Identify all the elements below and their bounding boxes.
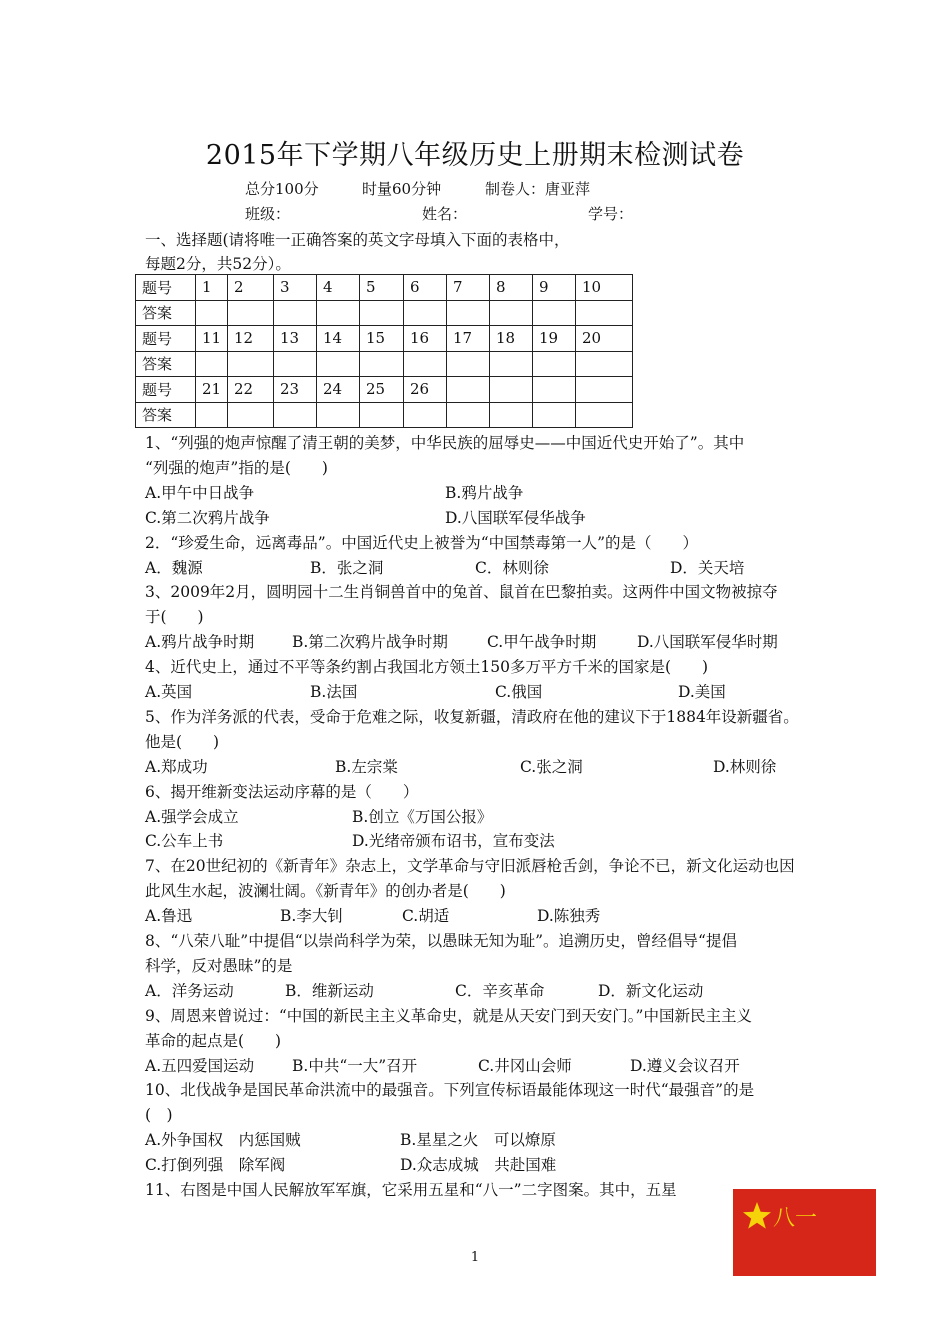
question-10-text: ( ) xyxy=(145,1106,173,1125)
answer-cell[interactable] xyxy=(228,300,274,326)
question-number-cell: 20 xyxy=(576,326,633,352)
answer-cell[interactable] xyxy=(447,300,490,326)
option-A: A.英国 xyxy=(145,683,193,701)
option-B: B.左宗棠 xyxy=(335,757,398,776)
answer-cell[interactable] xyxy=(490,300,533,326)
question-1-text: 1、“列强的炮声惊醒了清王朝的美梦，中华民族的屈辱史——中国近代史开始了”。其中 xyxy=(145,434,745,452)
answer-cell[interactable] xyxy=(228,402,274,428)
option-A: A.甲午中日战争 xyxy=(145,483,255,502)
question-1-text: “列强的炮声”指的是( ) xyxy=(145,458,328,477)
question-number-cell xyxy=(447,377,490,403)
question-number-cell: 14 xyxy=(317,326,360,352)
answer-cell[interactable] xyxy=(317,351,360,377)
row-label: 题号 xyxy=(136,275,196,301)
question-number-cell: 9 xyxy=(533,275,576,301)
option-A: A.五四爱国运动 xyxy=(145,1056,255,1075)
answer-cell[interactable] xyxy=(274,351,317,377)
answer-cell[interactable] xyxy=(533,351,576,377)
option-B: B.法国 xyxy=(310,683,358,701)
answer-cell[interactable] xyxy=(447,351,490,377)
question-number-cell: 25 xyxy=(360,377,404,403)
question-11-text: 11、右图是中国人民解放军军旗，它采用五星和“八一”二字图案。其中，五星 xyxy=(145,1181,677,1199)
option-A: A.郑成功 xyxy=(145,757,208,776)
question-number-cell: 22 xyxy=(228,377,274,403)
answer-cell[interactable] xyxy=(196,402,228,428)
question-number-cell: 10 xyxy=(576,275,633,301)
answer-cell[interactable] xyxy=(404,351,447,377)
option-D: D．关天培 xyxy=(670,558,745,577)
option-D: D.众志成城 共赴国难 xyxy=(400,1156,557,1175)
answer-cell[interactable] xyxy=(196,300,228,326)
option-D: D.美国 xyxy=(678,683,726,701)
option-C: C.第二次鸦片战争 xyxy=(145,508,270,527)
option-A: A.外争国权 内惩国贼 xyxy=(145,1131,301,1150)
time-limit: 时量60分钟 xyxy=(362,180,442,198)
answer-cell[interactable] xyxy=(490,402,533,428)
option-B: B.创立《万国公报》 xyxy=(352,807,493,826)
question-number-cell: 12 xyxy=(228,326,274,352)
answer-cell[interactable] xyxy=(317,300,360,326)
section-heading-cont: 每题2分，共52分）。 xyxy=(145,255,291,273)
paper-maker: 制卷人：唐亚萍 xyxy=(485,180,591,198)
question-9-text: 9、周恩来曾说过：“中国的新民主主义革命史，就是从天安门到天安门。”中国新民主主义 xyxy=(145,1006,752,1025)
question-8-text: 8、“八荣八耻”中提倡“以崇尚科学为荣，以愚昧无知为耻”。追溯历史，曾经倡导“提倡 xyxy=(145,932,737,950)
answer-cell[interactable] xyxy=(533,402,576,428)
question-number-row xyxy=(136,377,633,403)
question-number-cell: 13 xyxy=(274,326,317,352)
question-number-row xyxy=(136,326,633,352)
option-C: C．辛亥革命 xyxy=(455,981,545,1000)
option-D: D.八国联军侵华时期 xyxy=(637,633,778,652)
option-C: C.甲午战争时期 xyxy=(487,633,597,652)
option-C: C.俄国 xyxy=(495,683,543,701)
question-number-cell: 6 xyxy=(404,275,447,301)
row-label: 答案 xyxy=(136,351,196,377)
class-label: 班级： xyxy=(245,205,291,223)
option-D: D.遵义会议召开 xyxy=(630,1056,740,1075)
answer-cell[interactable] xyxy=(404,402,447,428)
question-number-cell: 3 xyxy=(274,275,317,301)
question-number-cell: 5 xyxy=(360,275,404,301)
bayi-text: 八一 xyxy=(773,1206,818,1231)
option-B: B.星星之火 可以燎原 xyxy=(400,1131,556,1150)
row-label: 题号 xyxy=(136,326,196,352)
option-D: D.八国联军侵华战争 xyxy=(445,508,586,527)
total-score: 总分100分 xyxy=(245,180,319,198)
answer-cell[interactable] xyxy=(490,351,533,377)
option-C: C.井冈山会师 xyxy=(478,1056,572,1075)
question-4-text: 4、近代史上，通过不平等条约割占我国北方领土150多万平方千米的国家是( ) xyxy=(145,658,709,677)
answer-cell[interactable] xyxy=(576,351,633,377)
question-5-text: 5、作为洋务派的代表，受命于危难之际，收复新疆，清政府在他的建议下于1884年设新疆省。 xyxy=(145,707,799,726)
question-7-text: 7、在20世纪初的《新青年》杂志上，文学革命与守旧派唇枪舌剑，争论不已，新文化运动也因 xyxy=(145,857,795,876)
option-B: B.鸦片战争 xyxy=(445,483,524,502)
star-icon xyxy=(743,1202,771,1229)
option-D: D.光绪帝颁布诏书，宣布变法 xyxy=(352,832,555,851)
answer-cell[interactable] xyxy=(576,402,633,428)
answer-cell[interactable] xyxy=(533,300,576,326)
question-number-cell: 16 xyxy=(404,326,447,352)
question-7-text: 此风生水起，波澜壮阔。《新青年》的创办者是( ) xyxy=(145,882,506,901)
option-C: C.张之洞 xyxy=(520,757,583,776)
question-number-cell: 21 xyxy=(196,377,228,403)
question-number-cell: 23 xyxy=(274,377,317,403)
answer-cell[interactable] xyxy=(404,300,447,326)
option-A: A.鲁迅 xyxy=(145,907,193,926)
page-number: 1 xyxy=(470,1250,480,1265)
question-3-text: 3、2009年2月，圆明园十二生肖铜兽首中的兔首、鼠首在巴黎拍卖。这两件中国文物被掠夺 xyxy=(145,583,778,602)
question-number-cell: 8 xyxy=(490,275,533,301)
option-B: B.李大钊 xyxy=(280,907,343,926)
question-number-cell: 26 xyxy=(404,377,447,403)
option-B: B．张之洞 xyxy=(310,558,384,577)
answer-cell[interactable] xyxy=(360,402,404,428)
option-A: A．洋务运动 xyxy=(145,981,234,1000)
option-C: C.公车上书 xyxy=(145,832,224,851)
answer-cell[interactable] xyxy=(447,402,490,428)
answer-cell[interactable] xyxy=(360,351,404,377)
question-number-cell: 7 xyxy=(447,275,490,301)
question-number-cell: 15 xyxy=(360,326,404,352)
row-label: 题号 xyxy=(136,377,196,403)
option-A: A.强学会成立 xyxy=(145,807,239,826)
answer-table xyxy=(135,274,633,428)
page-title: 2015年下学期八年级历史上册期末检测试卷 xyxy=(205,140,745,171)
question-5-text: 他是( ) xyxy=(145,732,220,751)
answer-row xyxy=(136,402,633,428)
option-C: C．林则徐 xyxy=(475,558,549,577)
answer-cell[interactable] xyxy=(228,351,274,377)
question-number-cell: 17 xyxy=(447,326,490,352)
answer-cell[interactable] xyxy=(360,300,404,326)
question-number-row xyxy=(136,275,633,301)
option-B: B.第二次鸦片战争时期 xyxy=(292,633,448,652)
answer-cell[interactable] xyxy=(576,300,633,326)
student-id-label: 学号： xyxy=(588,205,634,223)
option-C: C.胡适 xyxy=(402,907,450,926)
question-3-text: 于( ) xyxy=(145,608,204,627)
question-number-cell: 19 xyxy=(533,326,576,352)
answer-row xyxy=(136,300,633,326)
answer-cell[interactable] xyxy=(196,351,228,377)
question-number-cell xyxy=(576,377,633,403)
question-number-cell: 4 xyxy=(317,275,360,301)
option-B: B．维新运动 xyxy=(285,981,374,1000)
question-number-cell: 11 xyxy=(196,326,228,352)
question-2-text: 2．“珍爱生命，远离毒品”。中国近代史上被誉为“中国禁毒第一人”的是（ ） xyxy=(145,533,699,552)
row-label: 答案 xyxy=(136,402,196,428)
option-B: B.中共“一大”召开 xyxy=(292,1056,418,1075)
option-A: A．魏源 xyxy=(145,558,203,577)
answer-cell[interactable] xyxy=(274,402,317,428)
question-number-cell: 18 xyxy=(490,326,533,352)
question-10-text: 10、北伐战争是国民革命洪流中的最强音。下列宣传标语最能体现这一时代“最强音”的是 xyxy=(145,1081,755,1100)
question-6-text: 6、揭开维新变法运动序幕的是（ ） xyxy=(145,782,419,801)
option-D: D.陈独秀 xyxy=(537,907,601,926)
question-number-cell xyxy=(490,377,533,403)
question-number-cell xyxy=(533,377,576,403)
name-label: 姓名： xyxy=(422,205,468,223)
answer-cell[interactable] xyxy=(317,402,360,428)
question-9-text: 革命的起点是( ) xyxy=(145,1031,282,1050)
option-C: C.打倒列强 除军阀 xyxy=(145,1156,286,1175)
question-number-cell: 2 xyxy=(228,275,274,301)
option-D: D.林则徐 xyxy=(713,757,777,776)
question-8-text: 科学，反对愚昧”的是 xyxy=(145,956,293,975)
question-number-cell: 1 xyxy=(196,275,228,301)
section-heading: 一、选择题(请将唯一正确答案的英文字母填入下面的表格中， xyxy=(145,231,570,249)
option-D: D．新文化运动 xyxy=(598,981,704,1000)
row-label: 答案 xyxy=(136,300,196,326)
answer-cell[interactable] xyxy=(274,300,317,326)
question-number-cell: 24 xyxy=(317,377,360,403)
option-A: A.鸦片战争时期 xyxy=(145,633,255,652)
answer-row xyxy=(136,351,633,377)
